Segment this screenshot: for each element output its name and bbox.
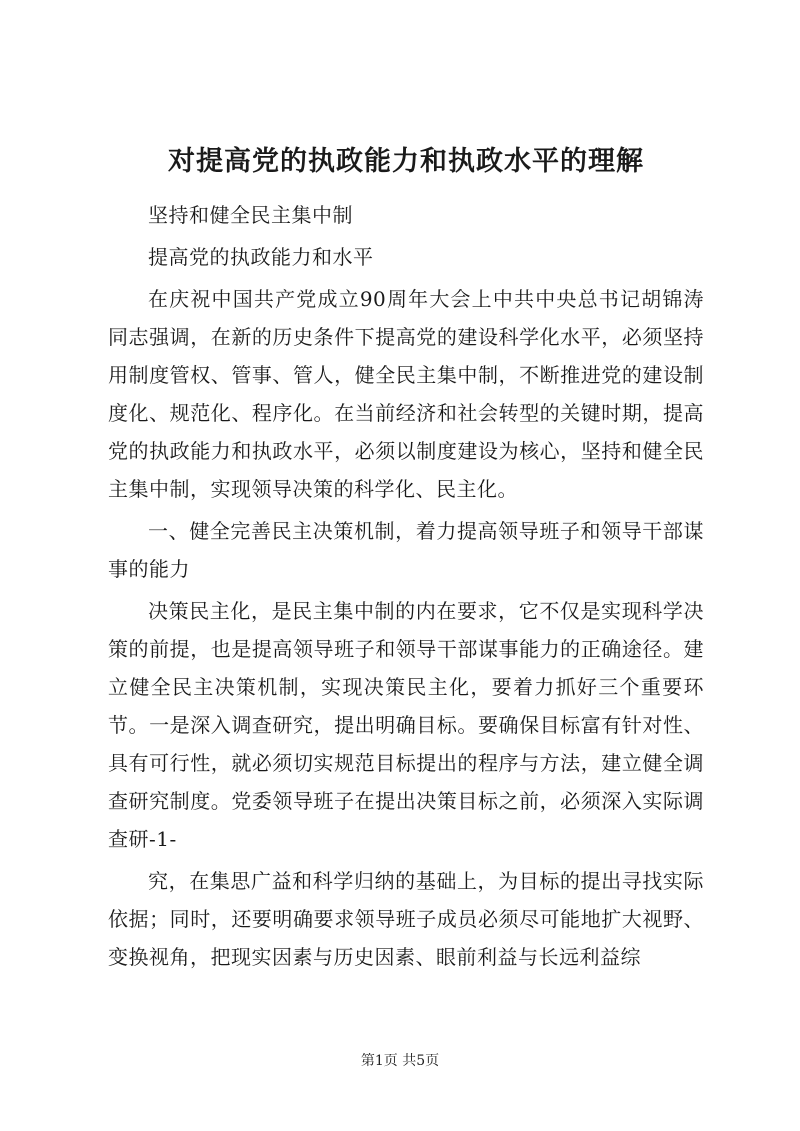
paragraph-subtitle-1: 坚持和健全民主集中制 (148, 203, 353, 227)
page-footer: 第1页 共5页 (360, 1053, 440, 1069)
paragraph-intro: 在庆祝中国共产党成立90周年大会上中共中央总书记胡锦涛同志强调，在新的历史条件下提高党的建设科学化水平，必须坚持用制度管权、管事、管人，健全民主集中制，不断推进党的建设制度化、规范化、程序化。在当前经济和社会转型的关键时期，提高党的执政能力和执政水平，必须以制度建设为核心，坚持和健全民主集中制，实现领导决策的科学化、民主化。 (108, 287, 704, 501)
paragraph-body-1: 决策民主化，是民主集中制的内在要求，它不仅是实现科学决策的前提，也是提高领导班子和领导干部谋事能力的正确途径。建立健全民主决策机制，实现决策民主化，要着力抓好三个重要环节。一是深入调查研究，提出明确目标。要确保目标富有针对性、具有可行性，就必须切实规范目标提出的程序与方法，建立健全调查研究制度。党委领导班子在提出决策目标之前，必须深入实际调查研-1- (108, 599, 704, 851)
document-title: 对提高党的执政能力和执政水平的理解 (168, 146, 644, 177)
paragraph-body-2: 究，在集思广益和科学归纳的基础上，为目标的提出寻找实际依据；同时，还要明确要求领导班子成员必须尽可能地扩大视野、变换视角，把现实因素与历史因素、眼前利益与长远利益综 (108, 869, 704, 969)
section-heading-1: 一、健全完善民主决策机制，着力提高领导班子和领导干部谋事的能力 (108, 519, 704, 581)
paragraph-subtitle-2: 提高党的执政能力和水平 (148, 245, 374, 269)
